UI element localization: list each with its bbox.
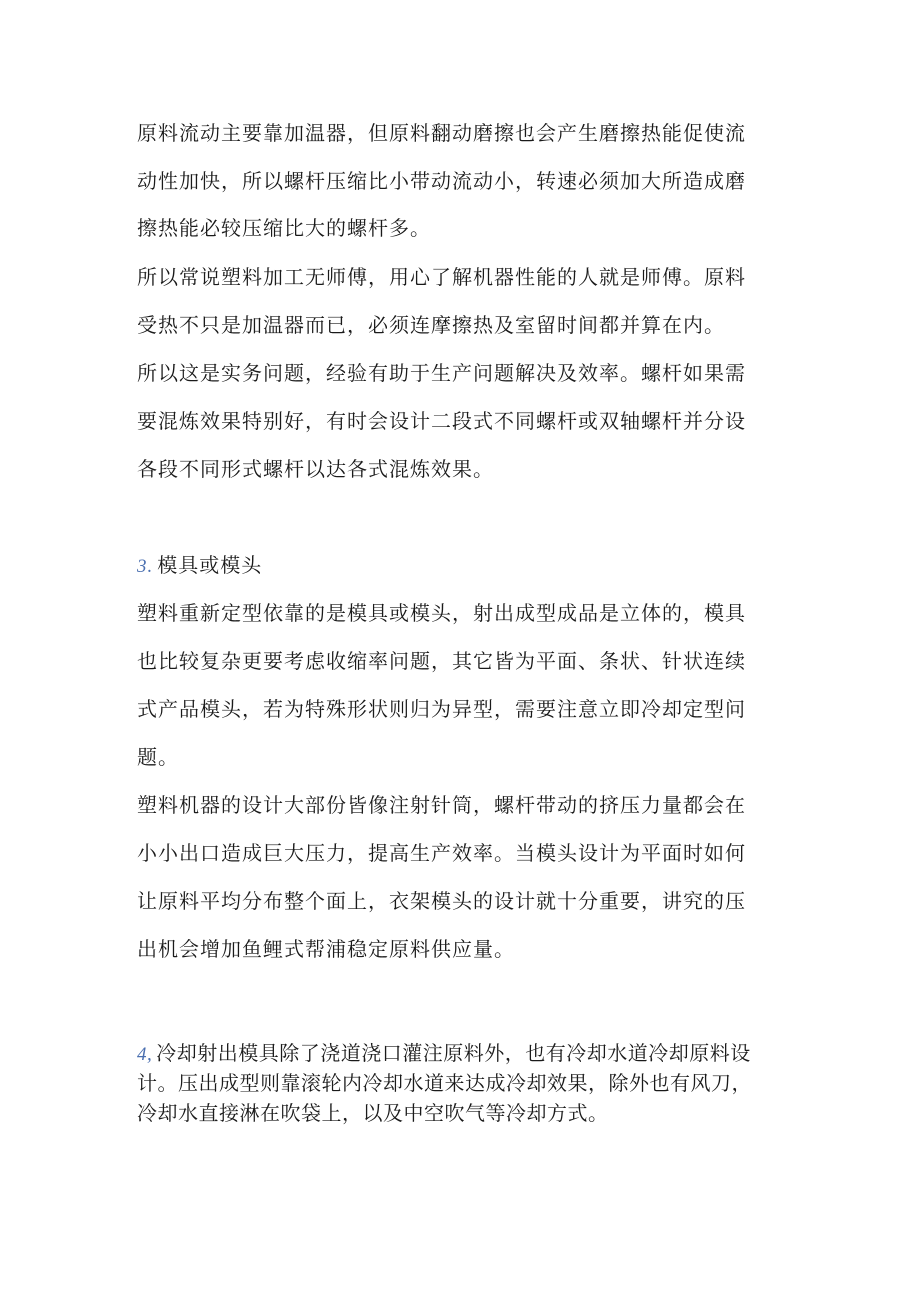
paragraph-5-line-4: 出机会增加鱼鲤式帮浦稳定原料供应量。 [137,937,515,961]
section-4-line-1 [137,1041,751,1067]
paragraph-2-line-1: 所以常说塑料加工无师傅，用心了解机器性能的人就是师傅。原料 [137,265,746,289]
paragraph-4-line-1: 塑料重新定型依靠的是模具或模头，射出成型成品是立体的，模具 [137,601,746,625]
paragraph-3-line-3: 各段不同形式螺杆以达各式混炼效果。 [137,457,494,481]
paragraph-1-line-3: 擦热能必较压缩比大的螺杆多。 [137,216,431,240]
paragraph-4-line-3: 式产品模头，若为特殊形状则归为异型，需要注意立即冷却定型问 [137,697,746,721]
paragraph-5-line-2: 小小出口造成巨大压力，提高生产效率。当模头设计为平面时如何 [137,841,746,865]
paragraph-2-line-2: 受热不只是加温器而已，必须连摩擦热及室留时间都并算在内。 [137,313,725,337]
paragraph-3-line-2: 要混炼效果特别好，有时会设计二段式不同螺杆或双轴螺杆并分设 [137,409,746,433]
paragraph-4-line-4: 题。 [137,745,179,769]
section-4-text-1: 冷却射出模具除了浇道浇口灌注原料外，也有冷却水道冷却原料设 [156,1041,751,1065]
section-3-heading [137,553,262,579]
paragraph-1-line-2: 动性加快，所以螺杆压缩比小带动流动小，转速必须加大所造成磨 [137,169,746,193]
section-4-number: 4, [137,1044,153,1065]
paragraph-4-line-2: 也比较复杂更要考虑收缩率问题，其它皆为平面、条状、针状连续 [137,649,746,673]
section-4-line-3: 冷却水直接淋在吹袋上，以及中空吹气等冷却方式。 [137,1101,609,1125]
section-3-title: 模具或模头 [157,553,263,577]
section-4-line-2: 计。压出成型则靠滚轮内冷却水道来达成冷却效果，除外也有风刀， [137,1071,752,1095]
paragraph-1-line-1: 原料流动主要靠加温器，但原料翻动磨擦也会产生磨擦热能促使流 [137,121,746,145]
section-3-number: 3. [137,556,154,577]
paragraph-5-line-1: 塑料机器的设计大部份皆像注射针筒，螺杆带动的挤压力量都会在 [137,793,746,817]
paragraph-3-line-1: 所以这是实务问题，经验有助于生产问题解决及效率。螺杆如果需 [137,361,746,385]
paragraph-5-line-3: 让原料平均分布整个面上，衣架模头的设计就十分重要，讲究的压 [137,889,746,913]
